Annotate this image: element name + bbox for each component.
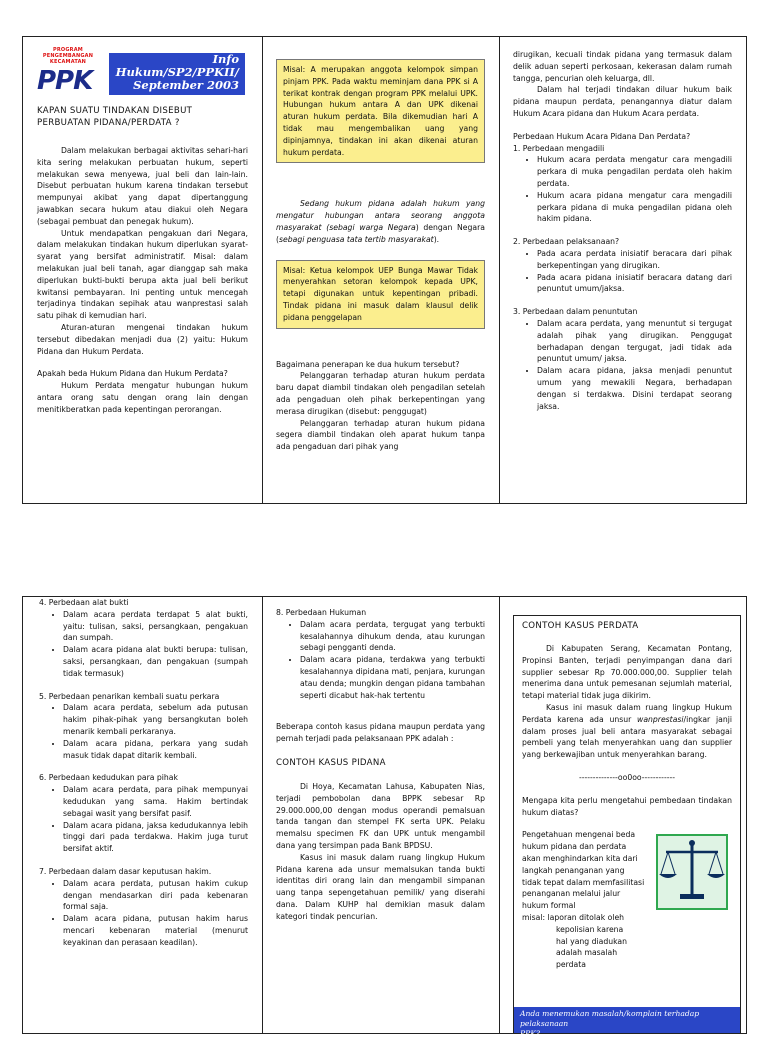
- list-item: • Dalam acara pidana, putusan hakim harus mencari kebenaran material (menurut keyakinan dan perasaan keadilan).: [63, 913, 248, 948]
- contoh-kasus-pidana-title: CONTOH KASUS PIDANA: [276, 757, 386, 768]
- list-item: • Pada acara pidana inisiatif beracara datang dari penuntut umum/jaksa.: [537, 272, 732, 296]
- page1-column-1: [23, 37, 263, 503]
- example-line: misal: laporan ditolak oleh: [522, 912, 625, 922]
- page1-col1-body: [23, 105, 262, 416]
- example-text: Misal: A merupakan anggota kelompok simpan pinjam PPK. Pada waktu meminjam dana PPK si A terikat kontrak dengan program PPK melalui UPK. Hubungan hukum antara A dan UPK dikenai aturan hukum perdata. Bila dikemudian hari A tidak mau mengembalikan uang yang dipinjamnya, tindakan ini akan dikenai aturan hukum perdata.: [283, 65, 478, 157]
- ppk-logo: [37, 47, 99, 95]
- paragraph: Hukum Perdata mengatur hubungan hukum antara orang satu dengan orang lain dengan menitikberatkan pada kepentingan perorangan.: [37, 381, 248, 414]
- example-line: kepolisian karena: [556, 924, 624, 934]
- list-item: • Dalam acara pidana, jaksa kedudukannya lebih tinggi dari pada terdakwa. Hakim juga turut bersifat aktif.: [63, 820, 248, 855]
- list-item: • Dalam acara pidana, jaksa menjadi penuntut umum yang mewakili Negara, berhadapan dengan si terdakwa. Disini terdapat seorang jaksa.: [537, 365, 732, 412]
- text-fragment: Sedang hukum pidana adalah hukum yang mengatur hubungan antara seorang anggota masyarakat (: [276, 199, 485, 232]
- complaint-banner: [514, 1007, 740, 1038]
- section-heading: 6. Perbedaan kedudukan para pihak: [39, 773, 178, 783]
- section-heading: 3. Perbedaan dalam penuntutan: [513, 307, 638, 317]
- list-item: • Dalam acara perdata, tergugat yang terbukti kesalahannya dihukum denda, atau kurungan sebagi pengganti denda.: [300, 619, 485, 654]
- page1-column-2: [262, 37, 500, 503]
- page2-column-3: [499, 597, 746, 1038]
- logo-line-1: PROGRAM: [53, 47, 83, 53]
- section-heading: 7. Perbedaan dalam dasar keputusan hakim.: [39, 866, 212, 876]
- paragraph: Pelanggaran terhadap aturan hukum perdata baru dapat diambil tindakan oleh pengadilan setelah ada pengaduan oleh pihak berkepentingan yang merasa dirugikan (disebut: penggugat): [276, 371, 485, 416]
- text-fragment: /ingkar janji dalam proses jual beli antara masyarakat sebagai pembeli yang telah menyerahkan uang dan supplier yang berkewajiban untuk menyerahkan barang.: [522, 714, 732, 760]
- paragraph: Dalam melakukan berbagai aktivitas sehari-hari kita sering melakukan perbuatan hukum, seperti melakukan sewa menyewa, jual beli dan lain-lain. Disebut perbuatan hukum karena tindakan tersebut mempunyai akibat yang dapat dipertanggung jawabkan secara hukum atau diakui oleh Negara (sebagai pembuat dan penegak hukum).: [37, 146, 248, 226]
- list-item: • Dalam acara perdata, para pihak mempunyai kedudukan yang sama. Hakim bertindak sebagai wasit yang bersifat pasif.: [63, 784, 248, 819]
- bullet-list: [39, 702, 248, 761]
- banner-line-2: PPK?: [520, 1029, 540, 1038]
- justice-scale-icon: [652, 830, 732, 914]
- section-heading: 8. Perbedaan Hukuman: [276, 608, 367, 617]
- info-line-3: September 2003: [133, 78, 239, 92]
- ppk-logo-icon: PPK: [37, 66, 93, 96]
- paragraph: Pengetahuan mengenai beda hukum pidana dan perdata akan menghindarkan kita dari langkah penanganan yang tidak tepat dalam memfasilitasi penanganan melalui jalur hukum formal: [522, 830, 645, 911]
- bullet-list: [39, 878, 248, 949]
- text-fragment: ) dengan Negara (: [276, 222, 485, 244]
- section-heading: 5. Perbedaan penarikan kembali suatu perkara: [39, 691, 220, 701]
- list-item: • Dalam acara perdata, putusan hakim cukup dengan mendasarkan diri pada kebenaran formal saja.: [63, 878, 248, 913]
- text-italic: sebagi warga Negara: [329, 222, 416, 232]
- main-title-line-1: KAPAN SUATU TINDAKAN DISEBUT: [37, 106, 193, 116]
- example-box-perdata: [276, 59, 485, 163]
- bullet-list: [513, 154, 732, 225]
- leaflet-page-2: [22, 596, 747, 1038]
- main-title-line-2: PERBUATAN PIDANA/PERDATA ?: [37, 118, 180, 128]
- text-italic: wanprestasi: [637, 714, 684, 724]
- list-item: • Pada acara perdata inisiatif beracara dari pihak berkepentingan yang dirugikan.: [537, 248, 732, 272]
- text-fragment: ).: [433, 234, 440, 244]
- info-line-1: Info: [212, 52, 239, 66]
- example-line: hal yang diadukan: [556, 936, 627, 946]
- example-line: perdata: [556, 960, 586, 970]
- contoh-kasus-perdata-title: CONTOH KASUS PERDATA: [522, 621, 639, 631]
- logo-line-3: KECAMATAN: [49, 59, 87, 65]
- bullet-list: [276, 619, 485, 702]
- example-box-pidana: [276, 260, 485, 329]
- list-item: • Hukum acara perdata mengatur cara mengadili perkara di muka pengadilan perdata oleh hakim perdata.: [537, 154, 732, 189]
- question-heading: Mengapa kita perlu mengetahui pembedaan tindakan hukum diatas?: [522, 795, 732, 817]
- paragraph: Kasus ini masuk dalam ruang lingkup Hukum Pidana karena ada unsur memalsukan tanda bukti identitas diri orang lain dan mengambil simpanan uang tanpa sepengetahuan pemilik/ yang diserahi dana. Dalam KUHP hal demikian masuk dalam kategori tindak pencurian.: [276, 852, 485, 921]
- paragraph: Pelanggaran terhadap aturan hukum pidana segera diambil tindakan oleh aparat hukum tanpa ada pengaduan dari pihak yang: [276, 418, 485, 452]
- paragraph-hukum-pidana: [262, 198, 499, 245]
- section-heading: 1. Perbedaan mengadili: [513, 143, 605, 153]
- contoh-kasus-perdata-box: [513, 615, 741, 1038]
- list-item: • Dalam acara pidana, terdakwa yang terbukti kesalahannya dipidana mati, penjara, kurungan atau denda; mungkin dengan pidana tambahan seperti dicabut hak-hak tertentu: [300, 654, 485, 701]
- list-item: • Hukum acara pidana mengatur cara mengadili perkara pidana di muka pengadilan pidana oleh hakim pidana.: [537, 190, 732, 225]
- paragraph: Dalam hal terjadi tindakan diluar hukum baik pidana maupun perdata, penangannya diatur dalam Hukum Acara pidana dan Hukum Acara perdata.: [513, 85, 732, 118]
- list-item: • Dalam acara pidana, perkara yang sudah masuk tidak dapat ditarik kembali.: [63, 738, 248, 762]
- page1-column-3: [499, 37, 746, 503]
- bullet-list: [513, 248, 732, 295]
- list-item: • Dalam acara pidana alat bukti berupa: tulisan, saksi, persangkaan, dan pengakuan (sumpah tidak termasuk): [63, 644, 248, 679]
- page2-column-2: [262, 597, 500, 1033]
- banner-line-1: Anda menemukan masalah/komplain terhadap pelaksanaan: [520, 1009, 700, 1028]
- paragraph-wanprestasi: [522, 702, 732, 761]
- example-line: adalah masalah: [556, 948, 618, 958]
- paragraph: dirugikan, kecuali tindak pidana yang termasuk dalam delik aduan seperti perkosaan, kekerasan dalam rumah tangga, pencurian oleh keluarga, dll.: [513, 50, 732, 83]
- text-fragment: Kasus ini masuk dalam ruang lingkup Hukum Perdata karena ada unsur: [522, 702, 732, 724]
- bullet-list: [39, 784, 248, 855]
- list-item: • Dalam acara perdata terdapat 5 alat bukti, yaitu: tulisan, saksi, persangkaan, pengakuan dan sumpah.: [63, 609, 248, 644]
- example-text: Misal: Ketua kelompok UEP Bunga Mawar Tidak menyerahkan setoran kelompok kepada UPK, tetapi digunakan untuk kepentingan pribadi. Tindak pidana ini masuk dalam klausul delik pidana penggelapan: [283, 265, 478, 322]
- question-heading: Bagaimana penerapan ke dua hukum tersebut?: [276, 359, 460, 369]
- paragraph: Di Hoya, Kecamatan Lahusa, Kabupaten Nias, terjadi pembobolan dana BPPK sebesar Rp 29.000.000,00 dengan modus operandi pemalsuan tanda tangan dan stempel FK serta UPK. Pelaku memalsu specimen FK dan UPK untuk mengambil dana yang tersimpan pada Bank BPDSU.: [276, 781, 485, 850]
- paragraph: Di Kabupaten Serang, Kecamatan Pontang, Propinsi Banten, terjadi penyimpangan dana dari supplier sebesar Rp 70.000.000,00. Supplier telah menerima dana untuk pemesanan sejumlah material, tetapi material tidak juga dikirim.: [522, 644, 732, 701]
- page2-column-1: [23, 597, 263, 1033]
- section-heading: 4. Perbedaan alat bukti: [39, 598, 129, 607]
- leaflet-page-1: [22, 36, 747, 504]
- list-item: • Dalam acara perdata, sebelum ada putusan hakim pihak-pihak yang bersangkutan boleh menarik kembali perkaranya.: [63, 702, 248, 737]
- paragraph: Untuk mendapatkan pengakuan dari Negara, dalam melakukan tindakan hukum diperlukan syarat-syarat yang bersifat administratif. Misal: dalam melakukan jual beli tanah, agar dianggap sah maka diperlukan bukti-bukti berupa akta jual beli berikut kwitansi pembayaran. Ini penting untuk mencegah terjadinya tindakan sepihak atau wanprestasi salah satu pihak di kemudian hari.: [37, 228, 248, 321]
- paragraph: Aturan-aturan mengenai tindakan hukum tersebut dibedakan menjadi dua (2) yaitu: Hukum Pidana dan Hukum Perdata.: [37, 322, 248, 356]
- section-heading: 2. Perbedaan pelaksanaan?: [513, 237, 620, 247]
- section-heading: Perbedaan Hukum Acara Pidana Dan Perdata?: [513, 131, 691, 141]
- text-italic: sebagi penguasa tata tertib masyarakat: [279, 234, 434, 244]
- question-heading: Apakah beda Hukum Pidana dan Hukum Perdata?: [37, 369, 228, 379]
- bullet-list: [39, 609, 248, 680]
- list-item: • Dalam acara perdata, yang menuntut si tergugat adalah pihak yang dirugikan. Penggugat berhadapan dengan tergugat, jadi tidak ada penuntut umum/ jaksa.: [537, 318, 732, 365]
- bullet-list: [513, 318, 732, 412]
- separator: --------------oo0oo------------: [578, 772, 676, 782]
- paragraph: Beberapa contoh kasus pidana maupun perdata yang pernah terjadi pada pelaksanaan PPK adalah :: [276, 722, 485, 744]
- logo-line-2: PENGEMBANGAN: [42, 53, 94, 59]
- info-title-box: [109, 53, 245, 95]
- info-line-2: Hukum/SP2/PPKII/: [115, 65, 239, 79]
